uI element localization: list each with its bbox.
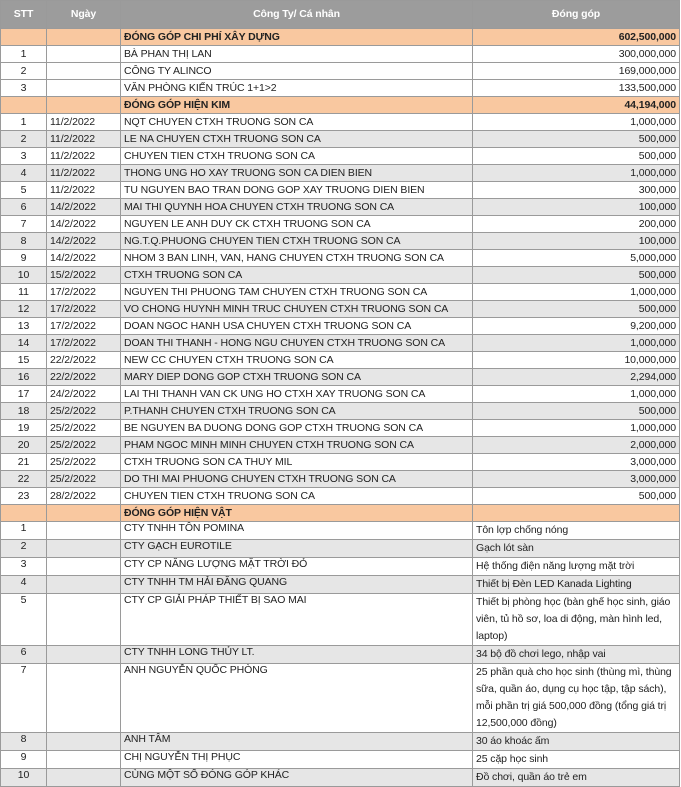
row-date [47, 646, 121, 664]
table-row [1, 301, 680, 318]
table-row [1, 576, 680, 594]
table-row [1, 80, 680, 97]
table-row [1, 488, 680, 505]
row-amount: 25 cặp học sinh [473, 751, 680, 769]
section-cash-heading [1, 97, 680, 114]
row-date [47, 769, 121, 787]
row-stt: 2 [1, 131, 47, 148]
row-stt: 2 [1, 540, 47, 558]
row-date: 24/2/2022 [47, 386, 121, 403]
table-row [1, 165, 680, 182]
row-name: CHUYEN TIEN CTXH TRUONG SON CA [121, 148, 473, 165]
row-name: CTY CP NĂNG LƯỢNG MẶT TRỜI ĐỎ [121, 558, 473, 576]
row-name: MAI THI QUYNH HOA CHUYEN CTXH TRUONG SON CA [121, 199, 473, 216]
row-stt: 3 [1, 148, 47, 165]
table-row [1, 148, 680, 165]
row-date: 22/2/2022 [47, 369, 121, 386]
section-cell-empty [1, 29, 47, 46]
table-row [1, 769, 680, 787]
row-stt: 18 [1, 403, 47, 420]
row-amount: Đồ chơi, quần áo trẻ em [473, 769, 680, 787]
row-stt: 1 [1, 522, 47, 540]
row-name: MARY DIEP DONG GOP CTXH TRUONG SON CA [121, 369, 473, 386]
row-name: NEW CC CHUYEN CTXH TRUONG SON CA [121, 352, 473, 369]
row-stt: 17 [1, 386, 47, 403]
row-amount: 100,000 [473, 199, 680, 216]
row-date: 25/2/2022 [47, 437, 121, 454]
row-stt: 8 [1, 233, 47, 250]
row-date: 11/2/2022 [47, 148, 121, 165]
row-stt: 6 [1, 199, 47, 216]
row-date: 11/2/2022 [47, 165, 121, 182]
row-name: NQT CHUYEN CTXH TRUONG SON CA [121, 114, 473, 131]
table-row [1, 199, 680, 216]
row-amount: 10,000,000 [473, 352, 680, 369]
section-cell-empty [47, 97, 121, 114]
table-row [1, 335, 680, 352]
table-row [1, 558, 680, 576]
row-amount: 1,000,000 [473, 165, 680, 182]
table-row [1, 267, 680, 284]
section-total: 602,500,000 [473, 29, 680, 46]
row-date [47, 594, 121, 646]
row-amount: 1,000,000 [473, 420, 680, 437]
row-name: ANH TÂM [121, 733, 473, 751]
row-name: LE NA CHUYEN CTXH TRUONG SON CA [121, 131, 473, 148]
row-amount: 1,000,000 [473, 114, 680, 131]
table-row [1, 114, 680, 131]
row-name: ANH NGUYỄN QUỐC PHÒNG [121, 664, 473, 733]
row-stt: 4 [1, 165, 47, 182]
table-row [1, 594, 680, 646]
row-name: CHỊ NGUYỄN THỊ PHỤC [121, 751, 473, 769]
table-row [1, 318, 680, 335]
table-row [1, 540, 680, 558]
row-name: THONG UNG HO XAY TRUONG SON CA DIEN BIEN [121, 165, 473, 182]
row-stt: 14 [1, 335, 47, 352]
row-amount: Hệ thống điện năng lượng mặt trời [473, 558, 680, 576]
section-in-kind-heading [1, 505, 680, 522]
table-row [1, 182, 680, 199]
row-date: 28/2/2022 [47, 488, 121, 505]
row-name: LAI THI THANH VAN CK UNG HO CTXH XAY TRUONG SON CA [121, 386, 473, 403]
row-date [47, 80, 121, 97]
row-stt: 5 [1, 594, 47, 646]
table-row [1, 284, 680, 301]
row-date: 11/2/2022 [47, 182, 121, 199]
row-stt: 16 [1, 369, 47, 386]
row-date [47, 733, 121, 751]
table-row [1, 420, 680, 437]
row-date [47, 522, 121, 540]
row-name: CTY TNHH TM HẢI ĐĂNG QUANG [121, 576, 473, 594]
row-amount: 2,000,000 [473, 437, 680, 454]
row-stt: 10 [1, 267, 47, 284]
row-name: VO CHONG HUYNH MINH TRUC CHUYEN CTXH TRUONG SON CA [121, 301, 473, 318]
table-row [1, 664, 680, 733]
row-name: TU NGUYEN BAO TRAN DONG GOP XAY TRUONG DIEN BIEN [121, 182, 473, 199]
row-amount: 169,000,000 [473, 63, 680, 80]
row-name: DO THI MAI PHUONG CHUYEN CTXH TRUONG SON CA [121, 471, 473, 488]
row-amount: 500,000 [473, 148, 680, 165]
row-date: 25/2/2022 [47, 403, 121, 420]
row-stt: 9 [1, 751, 47, 769]
row-stt: 20 [1, 437, 47, 454]
row-stt: 6 [1, 646, 47, 664]
header-stt: STT [1, 1, 47, 29]
row-date: 14/2/2022 [47, 233, 121, 250]
row-date [47, 664, 121, 733]
row-stt: 11 [1, 284, 47, 301]
row-stt: 1 [1, 46, 47, 63]
row-name: DOAN THI THANH - HONG NGU CHUYEN CTXH TRUONG SON CA [121, 335, 473, 352]
section-cell-empty [1, 97, 47, 114]
table-row [1, 369, 680, 386]
row-amount: 9,200,000 [473, 318, 680, 335]
section-total: 44,194,000 [473, 97, 680, 114]
row-amount: 200,000 [473, 216, 680, 233]
row-stt: 2 [1, 63, 47, 80]
row-date: 11/2/2022 [47, 131, 121, 148]
row-name: CTXH TRUONG SON CA THUY MIL [121, 454, 473, 471]
table-row [1, 403, 680, 420]
row-amount: 300,000 [473, 182, 680, 199]
header-name: Công Ty/ Cá nhân [121, 1, 473, 29]
row-amount: 500,000 [473, 301, 680, 318]
row-amount: Gạch lót sàn [473, 540, 680, 558]
row-date [47, 540, 121, 558]
row-stt: 15 [1, 352, 47, 369]
row-date: 17/2/2022 [47, 335, 121, 352]
table-row [1, 63, 680, 80]
row-name: CTY TNHH LONG THỦY LT. [121, 646, 473, 664]
row-name: CTY TNHH TÔN POMINA [121, 522, 473, 540]
row-amount: Tôn lợp chống nóng [473, 522, 680, 540]
row-name: BE NGUYEN BA DUONG DONG GOP CTXH TRUONG SON CA [121, 420, 473, 437]
section-construction-heading [1, 29, 680, 46]
row-date: 25/2/2022 [47, 471, 121, 488]
header-date: Ngày [47, 1, 121, 29]
row-stt: 21 [1, 454, 47, 471]
row-stt: 9 [1, 250, 47, 267]
section-title: ĐÓNG GÓP CHI PHÍ XÂY DỰNG [121, 29, 473, 46]
row-amount: Thiết bị phòng học (bàn ghế học sinh, giáo viên, tủ hồ sơ, loa di động, màn hình led, laptop) [473, 594, 680, 646]
row-stt: 7 [1, 664, 47, 733]
row-stt: 23 [1, 488, 47, 505]
table-row [1, 250, 680, 267]
row-date [47, 576, 121, 594]
table-body [1, 29, 680, 787]
row-name: NGUYEN LE ANH DUY CK CTXH TRUONG SON CA [121, 216, 473, 233]
row-amount: Thiết bị Đèn LED Kanada Lighting [473, 576, 680, 594]
row-stt: 1 [1, 114, 47, 131]
header-amount: Đóng góp [473, 1, 680, 29]
row-amount: 3,000,000 [473, 454, 680, 471]
row-amount: 3,000,000 [473, 471, 680, 488]
row-date: 17/2/2022 [47, 284, 121, 301]
row-amount: 5,000,000 [473, 250, 680, 267]
row-date: 25/2/2022 [47, 454, 121, 471]
section-title: ĐÓNG GÓP HIỆN VẬT [121, 505, 473, 522]
row-amount: 100,000 [473, 233, 680, 250]
row-amount: 2,294,000 [473, 369, 680, 386]
row-amount: 1,000,000 [473, 386, 680, 403]
section-cell-empty [1, 505, 47, 522]
row-amount: 500,000 [473, 267, 680, 284]
row-amount: 500,000 [473, 403, 680, 420]
row-name: CTY GẠCH EUROTILE [121, 540, 473, 558]
row-stt: 13 [1, 318, 47, 335]
row-stt: 12 [1, 301, 47, 318]
row-date: 15/2/2022 [47, 267, 121, 284]
table-row [1, 216, 680, 233]
row-amount: 25 phần quà cho học sinh (thùng mì, thùng sữa, quần áo, dụng cụ học tập, tập sách), mỗi phần trị giá 500,000 đồng (tổng giá trị 12,500,000 đồng) [473, 664, 680, 733]
row-date [47, 46, 121, 63]
row-date [47, 558, 121, 576]
table-row [1, 131, 680, 148]
row-stt: 19 [1, 420, 47, 437]
row-date: 14/2/2022 [47, 216, 121, 233]
row-stt: 5 [1, 182, 47, 199]
row-amount: 30 áo khoác ấm [473, 733, 680, 751]
row-name: DOAN NGOC HANH USA CHUYEN CTXH TRUONG SON CA [121, 318, 473, 335]
table-row [1, 454, 680, 471]
row-amount: 300,000,000 [473, 46, 680, 63]
row-stt: 8 [1, 733, 47, 751]
row-name: CHUYEN TIEN CTXH TRUONG SON CA [121, 488, 473, 505]
table-row [1, 386, 680, 403]
row-name: P.THANH CHUYEN CTXH TRUONG SON CA [121, 403, 473, 420]
table-row [1, 437, 680, 454]
table-row [1, 751, 680, 769]
table-row [1, 733, 680, 751]
row-stt: 22 [1, 471, 47, 488]
row-name: CÔNG TY ALINCO [121, 63, 473, 80]
row-amount: 500,000 [473, 488, 680, 505]
row-date [47, 63, 121, 80]
section-cell-empty [47, 29, 121, 46]
row-date: 17/2/2022 [47, 318, 121, 335]
section-total [473, 505, 680, 522]
row-name: NG.T.Q.PHUONG CHUYEN TIEN CTXH TRUONG SON CA [121, 233, 473, 250]
row-stt: 3 [1, 80, 47, 97]
section-title: ĐÓNG GÓP HIỆN KIM [121, 97, 473, 114]
row-stt: 3 [1, 558, 47, 576]
row-date [47, 751, 121, 769]
row-name: PHAM NGOC MINH MINH CHUYEN CTXH TRUONG SON CA [121, 437, 473, 454]
row-name: NHOM 3 BAN LINH, VAN, HANG CHUYEN CTXH TRUONG SON CA [121, 250, 473, 267]
section-cell-empty [47, 505, 121, 522]
table-row [1, 352, 680, 369]
table-row [1, 46, 680, 63]
row-name: NGUYEN THI PHUONG TAM CHUYEN CTXH TRUONG SON CA [121, 284, 473, 301]
row-stt: 10 [1, 769, 47, 787]
header-row [1, 1, 680, 29]
row-amount: 1,000,000 [473, 335, 680, 352]
row-date: 17/2/2022 [47, 301, 121, 318]
row-date: 11/2/2022 [47, 114, 121, 131]
row-date: 14/2/2022 [47, 250, 121, 267]
row-amount: 34 bộ đồ chơi lego, nhập vai [473, 646, 680, 664]
table-row [1, 522, 680, 540]
table-row [1, 233, 680, 250]
row-name: BÀ PHAN THỊ LAN [121, 46, 473, 63]
table-row [1, 471, 680, 488]
row-date: 22/2/2022 [47, 352, 121, 369]
row-name: CTY CP GIẢI PHÁP THIẾT BỊ SAO MAI [121, 594, 473, 646]
row-amount: 1,000,000 [473, 284, 680, 301]
table-row [1, 646, 680, 664]
row-date: 14/2/2022 [47, 199, 121, 216]
row-stt: 7 [1, 216, 47, 233]
row-stt: 4 [1, 576, 47, 594]
row-name: VĂN PHÒNG KIẾN TRÚC 1+1>2 [121, 80, 473, 97]
row-amount: 133,500,000 [473, 80, 680, 97]
row-date: 25/2/2022 [47, 420, 121, 437]
row-amount: 500,000 [473, 131, 680, 148]
row-name: CTXH TRUONG SON CA [121, 267, 473, 284]
row-name: CÙNG MỘT SỐ ĐÓNG GÓP KHÁC [121, 769, 473, 787]
